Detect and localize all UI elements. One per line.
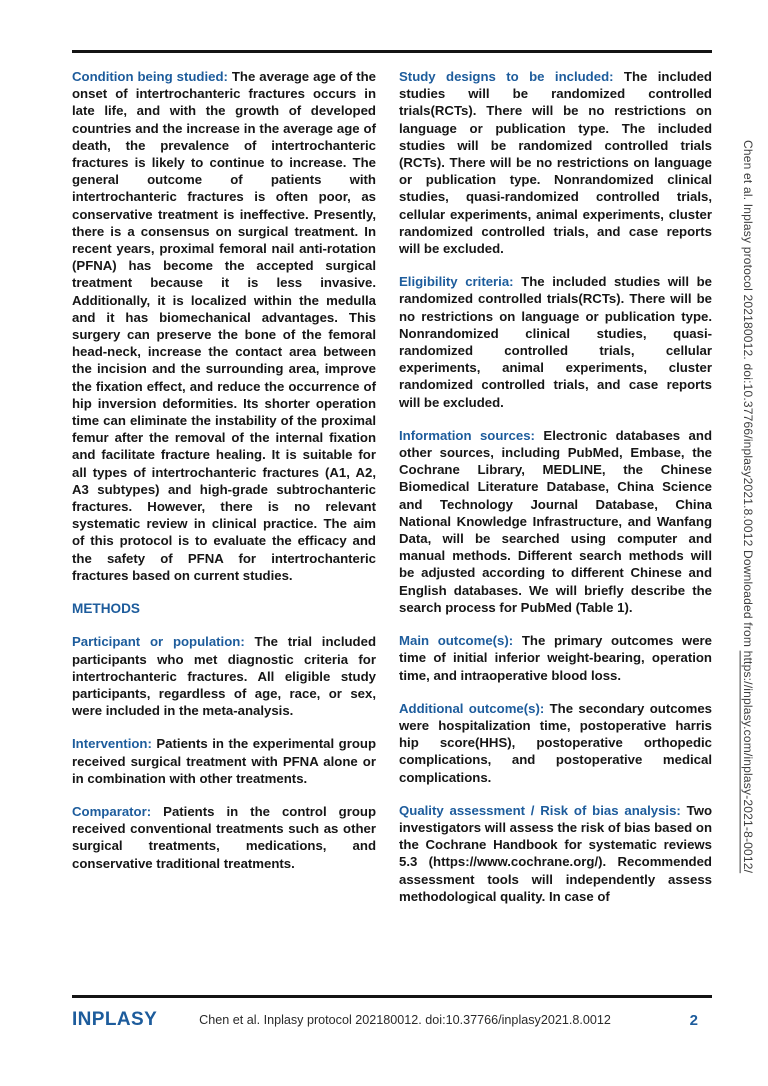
right-column [399, 68, 712, 921]
section-heading: Intervention: [72, 736, 152, 752]
section-heading: Eligibility criteria: [399, 274, 514, 290]
section-intervention [72, 735, 376, 787]
section-quality-assessment [399, 802, 712, 905]
footer-rule [72, 995, 712, 998]
section-body: The secondary outcomes were hospitalization time, postoperative harris hip score(HHS), postoperative orthopedic complications, and postoperative medical complications. [399, 700, 712, 785]
footer-citation: Chen et al. Inplasy protocol 202180012. doi:10.37766/inplasy2021.8.0012 [199, 1013, 611, 1027]
page-content [72, 68, 712, 921]
section-heading: Condition being studied: [72, 69, 228, 84]
section-heading: Main outcome(s): [399, 633, 514, 649]
page-footer [72, 1009, 712, 1031]
section-information-sources [399, 427, 712, 616]
section-body: The trial included participants who met diagnostic criteria for intertrochanteric fractures. All eligible study participants, regardless of age, race, or sex, were included in the meta-analysis. [72, 634, 376, 719]
header-rule [72, 50, 712, 53]
methods-heading: METHODS [72, 601, 140, 617]
section-body: The primary outcomes were time of initial inferior weight-bearing, operation time, and intraoperative blood loss. [399, 633, 712, 683]
section-condition-being-studied [72, 68, 376, 584]
section-eligibility-criteria [399, 273, 712, 411]
inplasy-logo: INPLASY [72, 1009, 158, 1030]
section-body: Patients in the experimental group received surgical treatment with PFNA alone or in combination with other treatments. [72, 736, 376, 786]
section-body: Electronic databases and other sources, including PubMed, Embase, the Cochrane Library, MEDLINE, the Chinese Biomedical Literature Database, China Science and Technology Journal Database, China National Knowledge Infrastructure, and Wanfang Data, will be searched using computer and manual methods. Different search methods will be adjusted according to different Chinese and English databases. We will briefly describe the search process for PubMed (Table 1). [399, 427, 713, 615]
section-body: Two investigators will assess the risk of bias based on the Cochrane Handbook for systematic reviews 5.3 (https://www.cochrane.org/). Recommended assessment tools will independently assess methodological quality. In case of [399, 802, 713, 904]
section-heading: Additional outcome(s): [399, 700, 545, 716]
sidebar-citation-text: Chen et al. Inplasy protocol 202180012. doi:10.37766/inplasy2021.8.0012 Downloaded from [741, 140, 755, 651]
section-heading: Quality assessment / Risk of bias analysis: [399, 802, 681, 818]
section-body: The included studies will be randomized controlled trials(RCTs). There will be no restrictions on language or publication type. Nonrandomized clinical studies, quasi-randomized controlled trials, cellular experiments, animal experiments, cluster randomized controlled trials, and case reports will be excluded. [399, 274, 712, 410]
section-study-designs [399, 68, 712, 257]
section-participant-or-population [72, 633, 376, 719]
section-body: Patients in the control group received conventional treatments such as other surgical treatments, medications, and conservative traditional treatments. [72, 803, 377, 871]
section-comparator [72, 803, 376, 872]
section-heading: Information sources: [399, 427, 535, 443]
section-heading: Comparator: [72, 803, 152, 819]
section-body: The included studies will be randomized controlled trials(RCTs). There will be no restrictions on language or publication type. The included studies will be randomized controlled trials (RCTs). There will be no restrictions on language or publication type. Nonrandomized clinical studies, quasi-randomized controlled trials, cellular experiments, animal experiments, cluster randomized controlled trials, and case reports will be excluded. [399, 69, 712, 257]
sidebar-download-link[interactable]: https://inplasy.com/inplasy-2021-8-0012/ [741, 650, 755, 874]
section-heading: Study designs to be included: [399, 69, 614, 84]
section-body: The average age of the onset of intertrochanteric fractures occurs in late life, and with the growth of developed countries and the increase in the average age of death, the prevalence of intertrochanteric fractures is likely to continue to increase. The general outcome of patients with intertrochanteric fractures is often poor, as conservative treatment is ineffective. Presently, there is a consensus on surgical treatment. In recent years, proximal femoral nail anti-rotation (PFNA) has become the accepted surgical treatment because it is less invasive. Additionally, it is localized within the medulla and it has biomechanical advantages. This surgery can preserve the bone of the femoral head-neck, increase the contact area between the incision and the surrounding area, improve the fixation effect, and reduce the occurrence of hip inversion deformities. Its shorter operation time can eliminate the instability of the proximal femur after the removal of the internal fixation and facilitate fracture healing. It is suitable for all types of intertrochanteric fractures (A1, A2, A3 subtypes) and high-grade subtrochanteric fractures. However, there is no relevant systematic review in clinical practice. The aim of this protocol is to evaluate the efficacy and the safety of PFNA for intertrochanteric fractures based on current studies. [72, 69, 376, 583]
left-column [72, 68, 376, 921]
vertical-citation-sidebar [733, 140, 755, 1010]
section-heading: Participant or population: [72, 634, 245, 650]
section-additional-outcomes [399, 700, 712, 786]
page-number: 2 [689, 1011, 698, 1029]
section-main-outcomes [399, 632, 712, 684]
